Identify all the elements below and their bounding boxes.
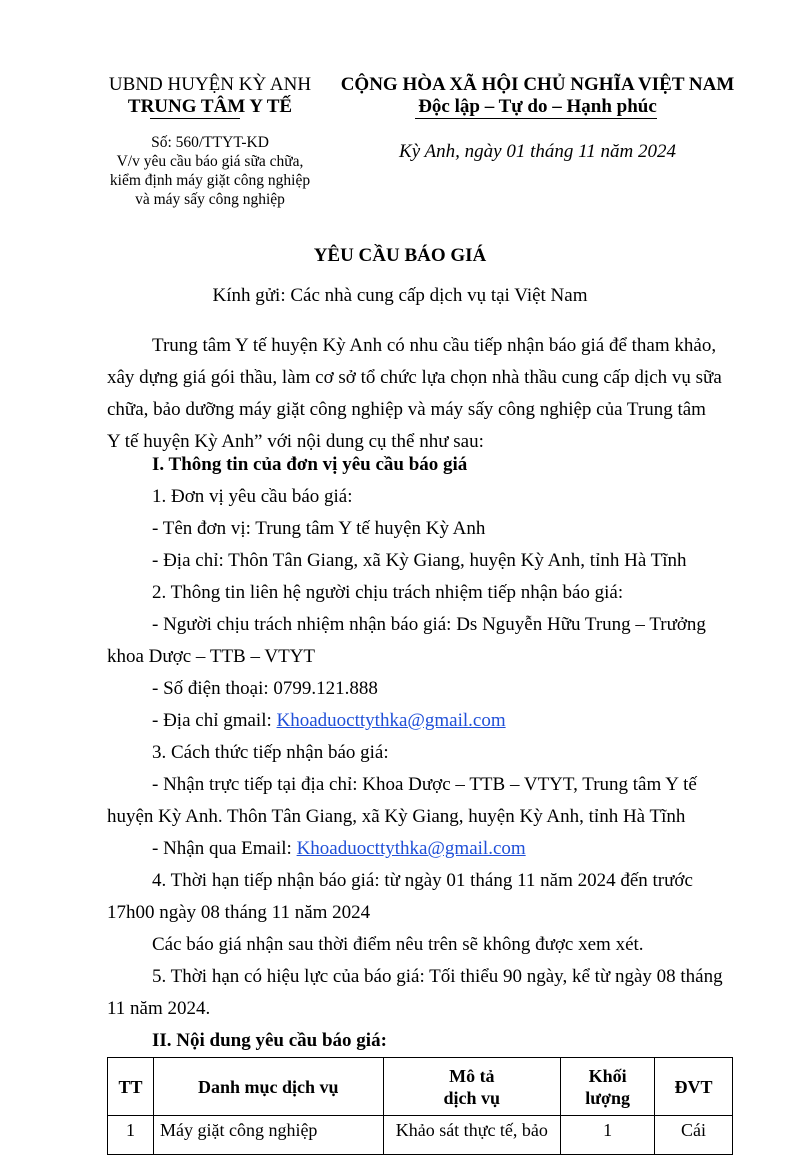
col-service: Danh mục dịch vụ bbox=[153, 1058, 383, 1116]
col-desc-line1: Mô tả bbox=[449, 1065, 495, 1086]
national-header bbox=[330, 74, 745, 118]
item5-line1: 5. Thời hạn có hiệu lực của báo giá: Tối thiểu 90 ngày, kể từ ngày 08 tháng bbox=[152, 966, 723, 987]
col-desc-line2: dịch vụ bbox=[443, 1087, 501, 1108]
col-qty-line1: Khối bbox=[588, 1065, 627, 1086]
late-note: Các báo giá nhận sau thời điểm nêu trên sẽ không được xem xét. bbox=[152, 934, 644, 955]
intro-line3: chữa, bảo dưỡng máy giặt công nghiệp và máy sấy công nghiệp của Trung tâm bbox=[107, 399, 706, 420]
nation-name: CỘNG HÒA XÃ HỘI CHỦ NGHĨA VIỆT NAM bbox=[340, 74, 735, 95]
item5-line2: 11 năm 2024. bbox=[107, 998, 211, 1019]
org-header bbox=[95, 74, 325, 118]
person-line2: khoa Dược – TTB – VTYT bbox=[107, 646, 316, 667]
motto-underline bbox=[415, 118, 657, 119]
unit-name: - Tên đơn vị: Trung tâm Y tế huyện Kỳ Anh bbox=[152, 518, 486, 539]
email-link[interactable]: Khoaduocttythka@gmail.com bbox=[296, 838, 526, 859]
intro-line4: Y tế huyện Kỳ Anh” với nội dung cụ thể như sau: bbox=[107, 431, 484, 452]
col-qty bbox=[561, 1058, 655, 1116]
services-table bbox=[107, 1057, 733, 1155]
table-row bbox=[108, 1116, 733, 1155]
intro-line1: Trung tâm Y tế huyện Kỳ Anh có nhu cầu tiếp nhận báo giá để tham khảo, bbox=[152, 335, 717, 356]
subject-line2: kiểm định máy giặt công nghiệp bbox=[109, 172, 311, 189]
col-qty-line2: lượng bbox=[585, 1087, 630, 1108]
section1-heading: I. Thông tin của đơn vị yêu cầu báo giá bbox=[152, 454, 468, 475]
org-line1: UBND HUYỆN KỲ ANH bbox=[108, 74, 312, 95]
item3-label: 3. Cách thức tiếp nhận báo giá: bbox=[152, 742, 389, 763]
unit-address: - Địa chỉ: Thôn Tân Giang, xã Kỳ Giang, huyện Kỳ Anh, tỉnh Hà Tĩnh bbox=[152, 550, 687, 571]
gmail-link[interactable]: Khoaduocttythka@gmail.com bbox=[276, 710, 506, 731]
subject-line3: và máy sấy công nghiệp bbox=[135, 191, 285, 208]
motto: Độc lập – Tự do – Hạnh phúc bbox=[418, 96, 657, 117]
col-desc bbox=[383, 1058, 561, 1116]
recipient-line: Kính gửi: Các nhà cung cấp dịch vụ tại Việt Nam bbox=[212, 285, 588, 306]
email-label: - Nhận qua Email: bbox=[152, 838, 297, 859]
gmail-line bbox=[152, 705, 506, 737]
intro-line2 bbox=[107, 362, 736, 394]
item1-label: 1. Đơn vị yêu cầu báo giá: bbox=[152, 486, 353, 507]
org-underline bbox=[150, 118, 240, 119]
item2-label: 2. Thông tin liên hệ người chịu trách nhiệm tiếp nhận báo giá: bbox=[152, 582, 624, 603]
subject-line1: V/v yêu cầu báo giá sữa chữa, bbox=[116, 153, 304, 170]
cell-desc: Khảo sát thực tế, bảo bbox=[383, 1116, 561, 1155]
direct-line2: huyện Kỳ Anh. Thôn Tân Giang, xã Kỳ Giang, huyện Kỳ Anh, tỉnh Hà Tĩnh bbox=[107, 806, 686, 827]
org-line2: TRUNG TÂM Y TẾ bbox=[127, 96, 293, 117]
document-title: YÊU CẦU BÁO GIÁ bbox=[313, 245, 487, 266]
place-date: Kỳ Anh, ngày 01 tháng 11 năm 2024 bbox=[399, 141, 676, 162]
cell-qty: 1 bbox=[561, 1116, 655, 1155]
person-line1: - Người chịu trách nhiệm nhận báo giá: Ds Nguyễn Hữu Trung – Trưởng bbox=[152, 614, 706, 635]
cell-tt: 1 bbox=[108, 1116, 154, 1155]
intro-line2-text: xây dựng giá gói thầu, làm cơ sở tổ chức lựa chọn nhà thầu cung cấp dịch vụ sữa bbox=[107, 367, 722, 388]
gmail-label: - Địa chỉ gmail: bbox=[152, 710, 277, 731]
direct-line1: - Nhận trực tiếp tại địa chỉ: Khoa Dược – TTB – VTYT, Trung tâm Y tế bbox=[152, 774, 697, 795]
email-line bbox=[152, 833, 526, 865]
cell-service: Máy giặt công nghiệp bbox=[153, 1116, 383, 1155]
table-header-row bbox=[108, 1058, 733, 1116]
cell-unit: Cái bbox=[655, 1116, 733, 1155]
item4-line1: 4. Thời hạn tiếp nhận báo giá: từ ngày 01 tháng 11 năm 2024 đến trước bbox=[152, 870, 693, 891]
phone-line: - Số điện thoại: 0799.121.888 bbox=[152, 678, 378, 699]
item4-line2: 17h00 ngày 08 tháng 11 năm 2024 bbox=[107, 902, 371, 923]
col-unit: ĐVT bbox=[655, 1058, 733, 1116]
doc-number: Số: 560/TTYT-KD bbox=[151, 134, 269, 151]
col-tt: TT bbox=[108, 1058, 154, 1116]
section2-heading: II. Nội dung yêu cầu báo giá: bbox=[152, 1030, 387, 1051]
